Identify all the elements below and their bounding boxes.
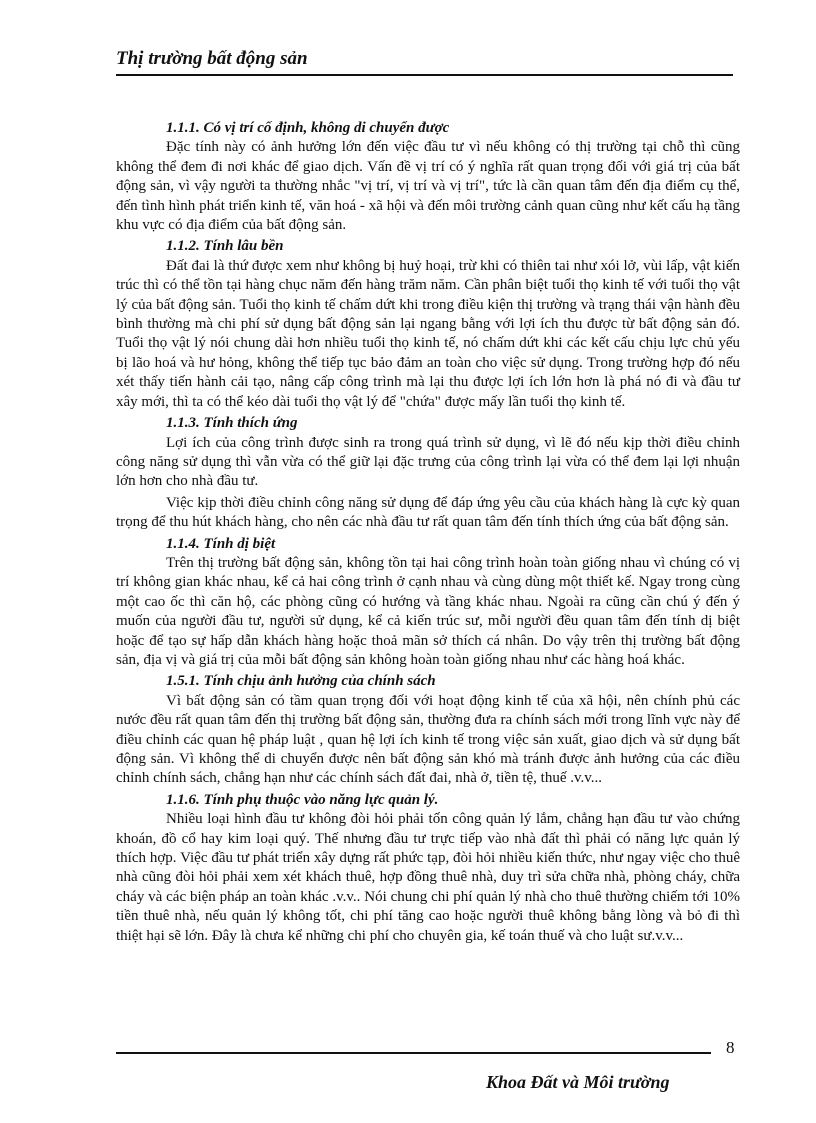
footer-rule: [116, 1052, 711, 1054]
paragraph: Nhiều loại hình đầu tư không đòi hỏi phải tốn công quản lý lắm, chẳng hạn đầu tư vào chứng khoán, đồ cổ hay kim loại quý. Thế nhưng đầu tư trực tiếp vào nhà đất thì phải có năng lực quản lý thích hợp. Việc đầu tư phát triển xây dựng rất phức tạp, đòi hỏi nhiều kiến thức, như ngay việc cho thuê nhà cũng đòi hỏi phải xem xét khách thuê, hợp đồng thuê nhà, duy trì sửa chữa nhà, phòng cháy, chữa cháy và các biện pháp an toàn khác .v.v.. Nói chung chi phí quản lý nhà cho thuê thường chiếm tới 10% tiền thuê nhà, nếu quản lý không tốt, chi phí tăng cao hoặc người thuê không bằng lòng và bỏ đi thì thiệt hại sẽ lớn. Đây là chưa kể những chi phí cho chuyên gia, kế toán thuế và cho luật sư.v.v...: [116, 811, 740, 944]
section-1-1-3: [116, 414, 740, 532]
section-heading: 1.5.1. Tính chịu ảnh hưởng của chính sách: [166, 673, 436, 690]
footer-title: Khoa Đất và Môi trường: [486, 1072, 670, 1092]
paragraph: Đặc tính này có ảnh hưởng lớn đến việc đầu tư vì nếu không có thị trường tại chỗ thì cũng không thể đem đi nơi khác để giao dịch. Vấn đề vị trí có ý nghĩa rất quan trọng đối với giá trị của bất động sản, vì vậy người ta thường nhắc "vị trí, vị trí và vị trí", tức là cần quan tâm đến địa điểm cụ thể, đến tình hình phát triển kinh tế, văn hoá - xã hội và đến môi trường cảnh quan cũng như kết cấu hạ tầng khu vực có địa điểm của bất động sản.: [116, 139, 740, 234]
section-heading: 1.1.4. Tính dị biệt: [166, 535, 276, 552]
section-heading: 1.1.1. Có vị trí cố định, không di chuyển được: [166, 120, 450, 136]
section-1-1-6: [116, 791, 740, 946]
section-heading: 1.1.6. Tính phụ thuộc vào năng lực quản lý.: [166, 791, 439, 808]
header-title: Thị trường bất động sản: [116, 48, 308, 69]
section-1-1-4: [116, 535, 740, 671]
section-heading: 1.1.2. Tính lâu bền: [166, 238, 284, 255]
section-1-1-2: [116, 237, 740, 412]
paragraph: Đất đai là thứ được xem như không bị huỷ hoại, trừ khi có thiên tai như xói lở, vùi lấp, vật kiến trúc thì có thể tồn tại hàng chục năm đến hàng trăm năm. Cần phân biệt tuổi thọ kinh tế với tuổi thọ vật lý của bất động sản. Tuổi thọ kinh tế chấm dứt khi trong điều kiện thị trường và trạng thái vận hành đều bình thường mà chi phí sử dụng bất động sản lại ngang bằng với lợi ích thu được từ bất động sản đó. Tuổi thọ vật lý nói chung dài hơn nhiều tuổi thọ kinh tế, nó chấm dứt khi các kết cấu chịu lực chủ yếu bị lão hoá và hư hỏng, không thể tiếp tục bảo đảm an toàn cho việc sử dụng. Trong trường hợp đó nếu xét thấy tiến hành cải tạo, nâng cấp công trình mà lại thu được lợi ích lớn hơn là phá nó đi và đầu tư xây mới, thì ta có thể kéo dài tuổi thọ vật lý để "chứa" được mấy lần tuổi thọ kinh tế.: [116, 257, 740, 410]
paragraph: Lợi ích của công trình được sinh ra trong quá trình sử dụng, vì lẽ đó nếu kịp thời điều chỉnh công năng sử dụng thì vẫn vừa có thể giữ lại đặc trưng của công trình lại vừa có thể đem lại lợi nhuận lớn hơn cho nhà đầu tư.: [116, 434, 740, 490]
header-rule: [116, 74, 733, 76]
section-heading: 1.1.3. Tính thích ứng: [166, 415, 298, 432]
document-body: [116, 119, 740, 948]
paragraph: Việc kịp thời điều chỉnh công năng sử dụng để đáp ứng yêu cầu của khách hàng là cực kỳ quan trọng để thu hút khách hàng, cho nên các nhà đầu tư rất quan tâm đến tính thích ứng của bất động sản.: [116, 494, 740, 531]
page-number: 8: [726, 1038, 735, 1057]
section-1-5-1: [116, 672, 740, 788]
paragraph: Vì bất động sản có tầm quan trọng đối với hoạt động kinh tế của xã hội, nên chính phủ các nước đều rất quan tâm đến thị trường bất động sản, thường đưa ra chính sách mới trong lĩnh vực này để điều chỉnh các quan hệ pháp luật , quan hệ lợi ích kinh tế trong việc sản xuất, giao dịch và sử dụng bất động sản. Vì không thể di chuyển được nên bất động sản khó mà tránh được ảnh hưởng của các điều chỉnh chính sách, chẳng hạn như các chính sách đất đai, nhà ở, tiền tệ, thuế .v.v...: [116, 692, 740, 787]
section-1-1-1: [116, 119, 740, 235]
paragraph: Trên thị trường bất động sản, không tồn tại hai công trình hoàn toàn giống nhau vì chúng có vị trí không gian khác nhau, kể cả hai công trình ở cạnh nhau và cùng dùng một thiết kế. Ngay trong cùng một cao ốc thì căn hộ, các phòng cũng có hướng và tầng khác nhau. Ngoài ra cũng cần chú ý đến ý muốn của người đầu tư, người sử dụng, kể cả kiến trúc sư, mỗi người đều quan tâm đến tính dị biệt hoặc để tạo sự hấp dẫn khách hàng hoặc thoả mãn sở thích cá nhân. Do vậy trên thị trường bất động sản, địa vị và giá trị của mỗi bất động sản không hoàn toàn giống nhau như các hàng hoá khác.: [116, 554, 740, 668]
